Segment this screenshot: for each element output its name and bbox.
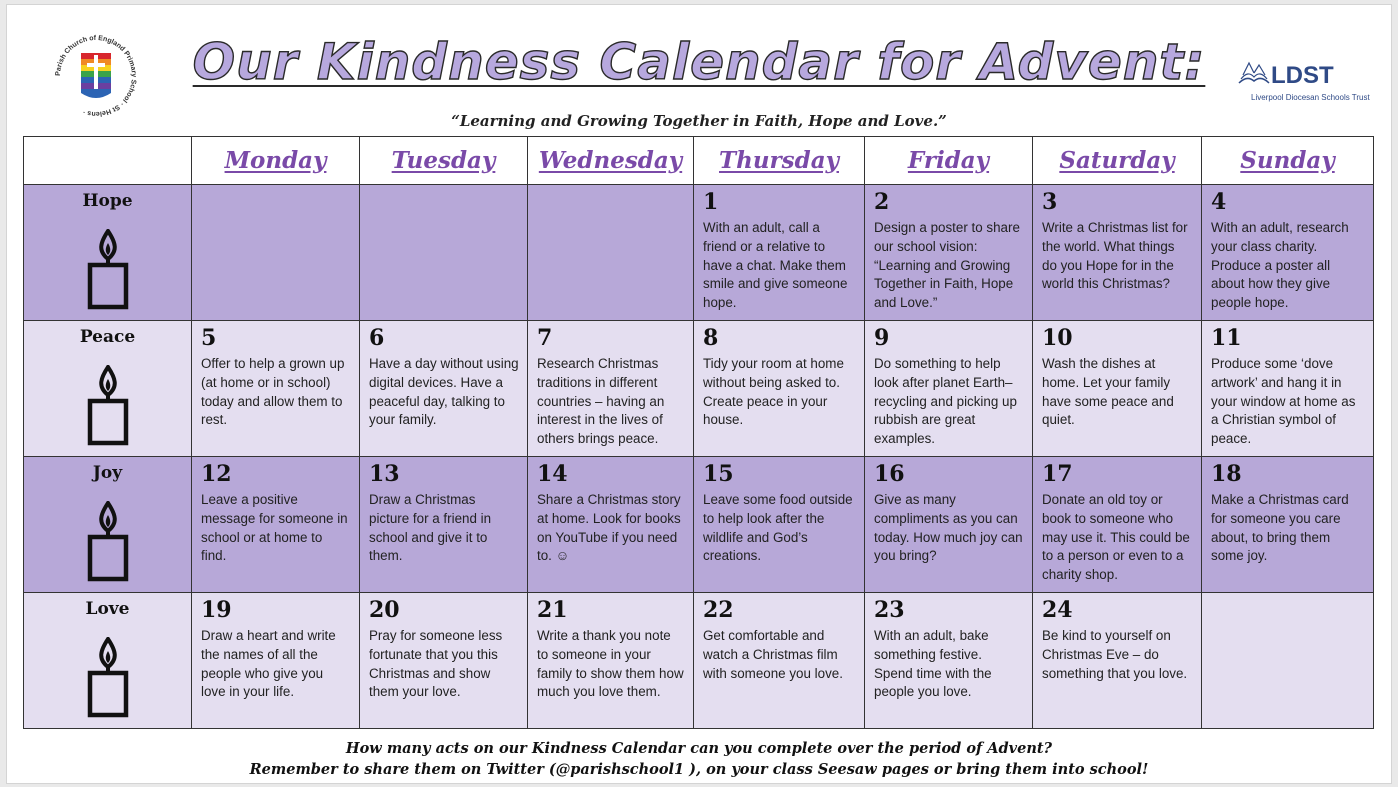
day-number: 16 (874, 461, 905, 487)
day-cell (360, 321, 528, 457)
day-cell (1202, 593, 1374, 729)
day-number: 8 (703, 325, 719, 351)
day-number: 10 (1042, 325, 1073, 351)
ldst-full-name: Liverpool Diocesan Schools Trust (1251, 93, 1370, 102)
day-number: 9 (874, 325, 890, 351)
theme-cell (24, 457, 192, 593)
candle-icon (86, 637, 130, 719)
day-cell (694, 321, 865, 457)
day-name: Wednesday (538, 147, 683, 174)
day-header (192, 137, 360, 185)
day-cell (360, 593, 528, 729)
kindness-task: Get comfortable and watch a Christmas film with someone you love. (703, 628, 843, 681)
footer-line-1: How many acts on our Kindness Calendar can you complete over the period of Advent? (345, 740, 1053, 757)
kindness-task: Share a Christmas story at home. Look for books on YouTube if you need to. ☺ (537, 492, 681, 564)
day-number: 14 (537, 461, 568, 487)
day-cell (528, 185, 694, 321)
day-header (1202, 137, 1374, 185)
day-cell (192, 593, 360, 729)
day-number: 13 (369, 461, 400, 487)
day-number: 18 (1211, 461, 1242, 487)
week-row (24, 457, 1374, 593)
kindness-task: Research Christmas traditions in different countries – having an interest in the lives of others brings peace. (537, 356, 665, 447)
day-cell (528, 321, 694, 457)
day-number: 24 (1042, 597, 1073, 623)
day-header (694, 137, 865, 185)
day-number: 22 (703, 597, 734, 623)
advent-calendar-table (23, 136, 1374, 729)
kindness-task: Pray for someone less fortunate that you this Christmas and show them your love. (369, 628, 503, 700)
kindness-task: Wash the dishes at home. Let your family have some peace and quiet. (1042, 356, 1174, 428)
day-header (1033, 137, 1202, 185)
week-row (24, 321, 1374, 457)
candle-icon (86, 229, 130, 311)
footer-note (7, 738, 1391, 780)
day-cell (1202, 457, 1374, 593)
kindness-task: Write a thank you note to someone in your family to show them how much you love them. (537, 628, 684, 700)
kindness-task: With an adult, research your class charity. Produce a poster all about how they give people hope. (1211, 220, 1349, 311)
day-cell (1033, 321, 1202, 457)
kindness-task: Give as many compliments as you can today. How much joy can you bring? (874, 492, 1023, 564)
kindness-task: Leave some food outside to help look after the wildlife and God’s creations. (703, 492, 853, 564)
week-row (24, 593, 1374, 729)
school-vision-subtitle: “Learning and Growing Together in Faith, Hope and Love.” (451, 112, 947, 130)
kindness-task: Make a Christmas card for someone you care about, to bring them some joy. (1211, 492, 1349, 564)
footer-line-2: Remember to share them on Twitter (@parishschool1 ), on your class Seesaw pages or bring them into school! (249, 761, 1149, 778)
header-corner (24, 137, 192, 185)
day-cell (1033, 185, 1202, 321)
day-number: 11 (1211, 325, 1242, 351)
day-name: Thursday (719, 147, 839, 174)
slide (6, 4, 1392, 784)
day-name: Tuesday (391, 147, 496, 174)
theme-cell (24, 593, 192, 729)
day-cell (1202, 185, 1374, 321)
day-number: 7 (537, 325, 553, 351)
day-number: 19 (201, 597, 232, 623)
day-cell (865, 185, 1033, 321)
day-header-row (24, 137, 1374, 185)
day-cell (528, 457, 694, 593)
day-cell (192, 185, 360, 321)
kindness-task: Have a day without using digital devices. Have a peaceful day, talking to your family. (369, 356, 519, 428)
kindness-task: Write a Christmas list for the world. What things do you Hope for in the world this Christmas? (1042, 220, 1188, 292)
day-cell (1033, 457, 1202, 593)
day-number: 12 (201, 461, 232, 487)
week-row (24, 185, 1374, 321)
candle-icon (86, 365, 130, 447)
day-number: 20 (369, 597, 400, 623)
day-cell (360, 185, 528, 321)
day-number: 21 (537, 597, 568, 623)
theme-cell (24, 185, 192, 321)
kindness-task: Design a poster to share our school vision: “Learning and Growing Together in Faith, Hope and Love.” (874, 220, 1020, 311)
day-name: Friday (907, 147, 990, 174)
day-cell (865, 321, 1033, 457)
candle-icon (86, 501, 130, 583)
day-header (865, 137, 1033, 185)
theme-name: Love (85, 599, 130, 619)
day-number: 4 (1211, 189, 1227, 215)
day-header (360, 137, 528, 185)
school-logo-text: Parish Church of England Primary School · St Helens · (54, 34, 138, 118)
day-number: 15 (703, 461, 734, 487)
kindness-task: With an adult, bake something festive. Spend time with the people you love. (874, 628, 992, 700)
theme-name: Joy (92, 463, 123, 483)
page-title: Our Kindness Calendar for Advent: (192, 33, 1206, 91)
day-cell (360, 457, 528, 593)
kindness-task: Offer to help a grown up (at home or in school) today and allow them to rest. (201, 356, 345, 428)
kindness-task: Produce some ‘dove artwork’ and hang it in your window at home as a Christian symbol of peace. (1211, 356, 1356, 447)
day-cell (1202, 321, 1374, 457)
day-number: 5 (201, 325, 217, 351)
day-number: 1 (703, 189, 719, 215)
day-number: 2 (874, 189, 890, 215)
kindness-task: Be kind to yourself on Christmas Eve – do something that you love. (1042, 628, 1188, 681)
day-cell (865, 457, 1033, 593)
day-cell (192, 457, 360, 593)
theme-name: Hope (82, 191, 133, 211)
day-name: Saturday (1059, 147, 1175, 174)
ldst-name: LDST (1271, 62, 1334, 89)
kindness-task: Draw a Christmas picture for a friend in school and give it to them. (369, 492, 492, 564)
day-cell (694, 593, 865, 729)
kindness-task: Donate an old toy or book to someone who may use it. This could be to a person or even to a charity shop. (1042, 492, 1190, 583)
day-number: 3 (1042, 189, 1058, 215)
day-cell (694, 185, 865, 321)
day-number: 6 (369, 325, 385, 351)
day-cell (192, 321, 360, 457)
day-number: 23 (874, 597, 905, 623)
kindness-task: Do something to help look after planet Earth– recycling and picking up rubbish are great examples. (874, 356, 1017, 447)
day-cell (694, 457, 865, 593)
day-header (528, 137, 694, 185)
day-cell (865, 593, 1033, 729)
kindness-task: Leave a positive message for someone in school or at home to find. (201, 492, 348, 564)
day-name: Sunday (1240, 147, 1335, 174)
kindness-task: Tidy your room at home without being asked to. Create peace in your house. (703, 356, 844, 428)
kindness-task: With an adult, call a friend or a relative to have a chat. Make them smile and give someone hope. (703, 220, 848, 311)
ldst-logo (1237, 57, 1370, 103)
ldst-book-icon (1237, 57, 1271, 91)
kindness-task: Draw a heart and write the names of all the people who give you love in your life. (201, 628, 336, 700)
theme-cell (24, 321, 192, 457)
day-cell (1033, 593, 1202, 729)
day-cell (528, 593, 694, 729)
day-name: Monday (224, 147, 327, 174)
theme-name: Peace (79, 327, 136, 347)
day-number: 17 (1042, 461, 1073, 487)
